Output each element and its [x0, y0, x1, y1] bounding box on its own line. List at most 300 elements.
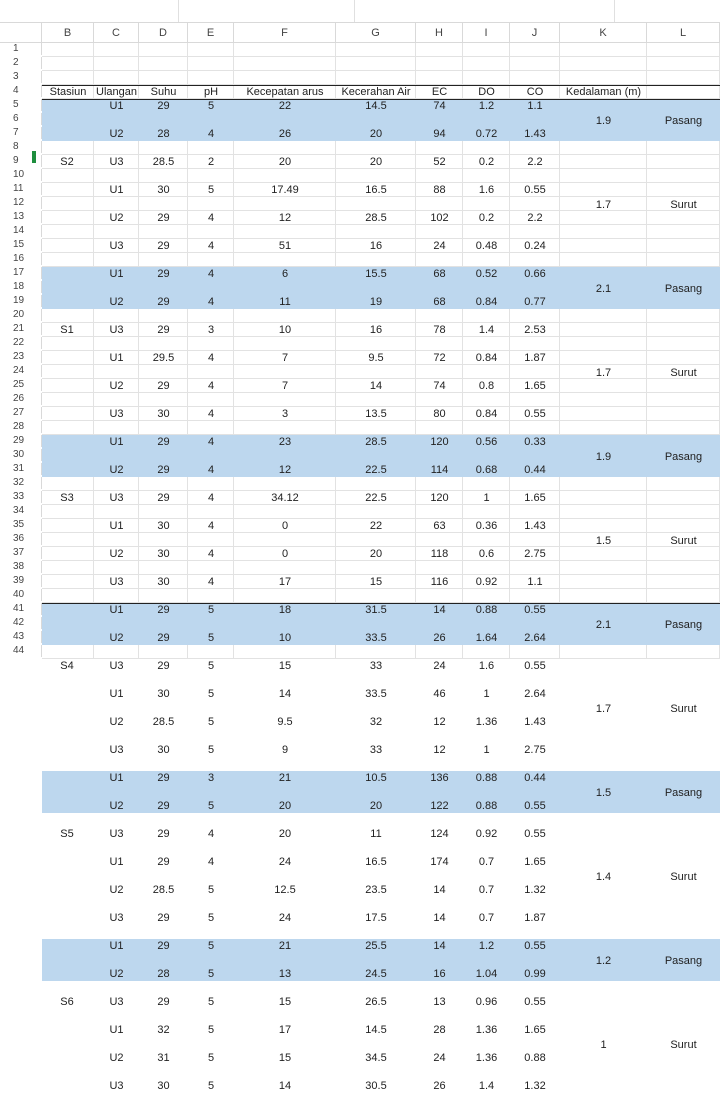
grid-cell[interactable] — [416, 309, 463, 323]
grid-cell[interactable] — [188, 589, 234, 603]
cell-kecepatan-arus[interactable]: 15 — [278, 660, 292, 672]
cell-kecepatan-arus[interactable]: 21 — [278, 940, 292, 952]
grid-cell[interactable] — [463, 505, 510, 519]
grid-cell[interactable] — [560, 155, 647, 169]
cell-kecerahan-air[interactable]: 17.5 — [365, 912, 387, 924]
cell-ulangan[interactable]: U2 — [109, 548, 124, 560]
grid-cell[interactable] — [234, 141, 336, 155]
cell-kecepatan-arus[interactable]: 24 — [278, 856, 292, 868]
depth-value[interactable]: 1.9 — [595, 115, 612, 127]
cell-co[interactable]: 2.64 — [524, 688, 546, 700]
cell-ec[interactable]: 116 — [430, 576, 449, 588]
cell-suhu[interactable]: 30 — [157, 520, 170, 532]
cell-kecepatan-arus[interactable]: 15 — [278, 1052, 292, 1064]
row-header[interactable]: 38 — [0, 561, 42, 573]
cell-ulangan[interactable]: U2 — [109, 128, 124, 140]
grid-cell[interactable] — [42, 519, 94, 533]
grid-cell[interactable] — [139, 589, 188, 603]
grid-cell[interactable] — [94, 365, 139, 379]
grid-cell[interactable] — [336, 253, 416, 267]
grid-cell[interactable] — [188, 253, 234, 267]
grid-cell[interactable] — [42, 57, 94, 71]
cell-ph[interactable]: 5 — [207, 100, 215, 112]
grid-cell[interactable] — [647, 71, 720, 85]
grid-cell[interactable] — [42, 197, 94, 211]
cell-kecerahan-air[interactable]: 15.5 — [365, 268, 387, 280]
grid-cell[interactable] — [336, 505, 416, 519]
column-header-j[interactable]: J — [510, 23, 560, 43]
grid-cell[interactable] — [647, 309, 720, 323]
grid-cell[interactable] — [463, 141, 510, 155]
cell-kecerahan-air[interactable]: 33.5 — [365, 688, 387, 700]
grid-cell[interactable] — [336, 393, 416, 407]
grid-cell[interactable] — [42, 239, 94, 253]
cell-do[interactable]: 0.36 — [475, 520, 498, 532]
grid-cell[interactable] — [560, 43, 647, 57]
cell-suhu[interactable]: 28 — [157, 968, 170, 980]
grid-cell[interactable] — [510, 337, 560, 351]
cell-co[interactable]: 1.87 — [524, 912, 546, 924]
grid-cell[interactable] — [234, 57, 336, 71]
grid-cell[interactable] — [416, 141, 463, 155]
cell-kecerahan-air[interactable]: 33 — [369, 660, 383, 672]
row-header[interactable]: 32 — [0, 477, 42, 489]
grid-cell[interactable] — [188, 337, 234, 351]
column-header-b[interactable]: B — [42, 23, 94, 43]
grid-cell[interactable] — [336, 225, 416, 239]
row-header[interactable]: 30 — [0, 449, 42, 461]
grid-cell[interactable] — [234, 421, 336, 435]
cell-do[interactable]: 0.8 — [478, 380, 495, 392]
cell-do[interactable]: 0.92 — [475, 828, 498, 840]
cell-suhu[interactable]: 32 — [157, 1024, 170, 1036]
cell-kecerahan-air[interactable]: 23.5 — [365, 884, 387, 896]
grid-cell[interactable] — [463, 309, 510, 323]
grid-cell[interactable] — [560, 491, 647, 505]
grid-cell[interactable] — [647, 253, 720, 267]
grid-cell[interactable] — [188, 533, 234, 547]
cell-ec[interactable]: 74 — [433, 100, 446, 112]
grid-cell[interactable] — [416, 589, 463, 603]
column-header-i[interactable]: I — [463, 23, 510, 43]
grid-cell[interactable] — [560, 519, 647, 533]
row-header[interactable]: 1 — [0, 43, 42, 55]
grid-cell[interactable] — [560, 141, 647, 155]
cell-ec[interactable]: 68 — [433, 268, 446, 280]
grid-cell[interactable] — [94, 169, 139, 183]
grid-cell[interactable] — [139, 561, 188, 575]
cell-co[interactable]: 0.44 — [524, 464, 546, 476]
grid-cell[interactable] — [463, 43, 510, 57]
grid-cell[interactable] — [416, 43, 463, 57]
grid-cell[interactable] — [560, 421, 647, 435]
grid-cell[interactable] — [510, 197, 560, 211]
grid-cell[interactable] — [647, 337, 720, 351]
grid-cell[interactable] — [510, 589, 560, 603]
cell-kecepatan-arus[interactable]: 6 — [281, 268, 289, 280]
grid-cell[interactable] — [139, 43, 188, 57]
grid-cell[interactable] — [463, 533, 510, 547]
row-header[interactable]: 44 — [0, 645, 42, 657]
grid-cell[interactable] — [42, 365, 94, 379]
grid-cell[interactable] — [42, 183, 94, 197]
cell-suhu[interactable]: 29 — [157, 492, 170, 504]
grid-cell[interactable] — [560, 225, 647, 239]
grid-cell[interactable] — [42, 575, 94, 589]
row-header[interactable]: 8 — [0, 141, 42, 153]
cell-kecerahan-air[interactable]: 33 — [369, 744, 383, 756]
row-header[interactable]: 12 — [0, 197, 42, 209]
cell-ph[interactable]: 4 — [207, 296, 215, 308]
cell-kecepatan-arus[interactable]: 17 — [278, 1024, 292, 1036]
cell-ulangan[interactable]: U2 — [109, 968, 124, 980]
cell-co[interactable]: 2.64 — [524, 632, 546, 644]
cell-co[interactable]: 1.43 — [524, 520, 546, 532]
depth-value[interactable]: 1.5 — [595, 535, 612, 547]
cell-co[interactable]: 0.99 — [524, 968, 546, 980]
grid-cell[interactable] — [94, 71, 139, 85]
grid-cell[interactable] — [42, 407, 94, 421]
grid-cell[interactable] — [647, 183, 720, 197]
cell-suhu[interactable]: 29 — [157, 660, 170, 672]
grid-cell[interactable] — [42, 547, 94, 561]
cell-suhu[interactable]: 30 — [157, 548, 170, 560]
row-header[interactable]: 19 — [0, 295, 42, 307]
cell-kecepatan-arus[interactable]: 7 — [281, 352, 289, 364]
grid-cell[interactable] — [510, 169, 560, 183]
cell-ph[interactable]: 5 — [207, 1024, 215, 1036]
cell-ulangan[interactable]: U2 — [109, 212, 124, 224]
grid-cell[interactable] — [234, 393, 336, 407]
grid-cell[interactable] — [647, 477, 720, 491]
cell-co[interactable]: 0.55 — [524, 408, 546, 420]
cell-ec[interactable]: 12 — [433, 744, 446, 756]
grid-cell[interactable] — [463, 197, 510, 211]
grid-cell[interactable] — [188, 393, 234, 407]
grid-cell[interactable] — [463, 421, 510, 435]
cell-ulangan[interactable]: U1 — [109, 1024, 124, 1036]
cell-ec[interactable]: 26 — [433, 632, 446, 644]
grid-cell[interactable] — [560, 323, 647, 337]
row-header[interactable]: 26 — [0, 393, 42, 405]
cell-kecerahan-air[interactable]: 16 — [369, 240, 383, 252]
cell-ulangan[interactable]: U1 — [109, 772, 124, 784]
row-header[interactable]: 36 — [0, 533, 42, 545]
cell-do[interactable]: 1.36 — [475, 1052, 498, 1064]
grid-cell[interactable] — [42, 141, 94, 155]
grid-cell[interactable] — [188, 141, 234, 155]
cell-kecepatan-arus[interactable]: 23 — [278, 436, 292, 448]
cell-suhu[interactable]: 29 — [157, 632, 170, 644]
cell-suhu[interactable]: 29 — [157, 100, 170, 112]
cell-kecerahan-air[interactable]: 34.5 — [365, 1052, 387, 1064]
tide-label[interactable]: Pasang — [664, 451, 703, 463]
grid-cell[interactable] — [42, 211, 94, 225]
grid-cell[interactable] — [234, 225, 336, 239]
cell-kecepatan-arus[interactable]: 0 — [281, 548, 289, 560]
cell-co[interactable]: 2.2 — [527, 156, 543, 168]
cell-kecepatan-arus[interactable]: 20 — [278, 800, 292, 812]
grid-cell[interactable] — [139, 169, 188, 183]
grid-cell[interactable] — [647, 57, 720, 71]
cell-ec[interactable]: 24 — [433, 240, 446, 252]
cell-ec[interactable]: 63 — [433, 520, 446, 532]
grid-cell[interactable] — [647, 645, 720, 659]
grid-cell[interactable] — [416, 533, 463, 547]
cell-do[interactable]: 1.4 — [478, 324, 495, 336]
cell-kecerahan-air[interactable]: 30.5 — [365, 1080, 387, 1092]
cell-suhu[interactable]: 31 — [157, 1052, 170, 1064]
cell-suhu[interactable]: 29 — [157, 296, 170, 308]
grid-cell[interactable] — [510, 253, 560, 267]
grid-cell[interactable] — [188, 645, 234, 659]
grid-cell[interactable] — [188, 225, 234, 239]
grid-cell[interactable] — [416, 645, 463, 659]
grid-cell[interactable] — [336, 533, 416, 547]
row-header[interactable]: 41 — [0, 603, 42, 615]
row-header[interactable]: 3 — [0, 71, 42, 83]
grid-cell[interactable] — [188, 43, 234, 57]
cell-ulangan[interactable]: U1 — [109, 856, 124, 868]
cell-kecepatan-arus[interactable]: 9 — [281, 744, 289, 756]
cell-do[interactable]: 1.6 — [478, 184, 495, 196]
cell-suhu[interactable]: 29 — [157, 604, 170, 616]
cell-ec[interactable]: 24 — [433, 660, 446, 672]
grid-cell[interactable] — [560, 645, 647, 659]
grid-cell[interactable] — [94, 57, 139, 71]
row-header[interactable]: 11 — [0, 183, 42, 195]
grid-cell[interactable] — [42, 589, 94, 603]
cell-ec[interactable]: 78 — [433, 324, 446, 336]
cell-kecepatan-arus[interactable]: 17.49 — [271, 184, 299, 196]
cell-kecerahan-air[interactable]: 31.5 — [365, 604, 387, 616]
grid-cell[interactable] — [42, 253, 94, 267]
cell-do[interactable]: 1 — [483, 688, 490, 700]
grid-cell[interactable] — [42, 421, 94, 435]
cell-kecepatan-arus[interactable]: 24 — [278, 912, 292, 924]
cell-ec[interactable]: 114 — [430, 464, 449, 476]
grid-cell[interactable] — [647, 239, 720, 253]
grid-cell[interactable] — [416, 421, 463, 435]
cell-kecepatan-arus[interactable]: 51 — [278, 240, 292, 252]
cell-ec[interactable]: 52 — [433, 156, 446, 168]
cell-ec[interactable]: 14 — [433, 884, 446, 896]
cell-ph[interactable]: 4 — [207, 576, 215, 588]
cell-ulangan[interactable]: U2 — [109, 464, 124, 476]
cell-co[interactable]: 0.66 — [524, 268, 546, 280]
select-all-corner[interactable] — [0, 23, 42, 43]
cell-do[interactable]: 0.84 — [475, 296, 498, 308]
grid-cell[interactable] — [463, 57, 510, 71]
grid-cell[interactable] — [463, 365, 510, 379]
grid-cell[interactable] — [560, 393, 647, 407]
grid-cell[interactable] — [336, 71, 416, 85]
cell-co[interactable]: 0.77 — [524, 296, 546, 308]
cell-kecerahan-air[interactable]: 26.5 — [365, 996, 387, 1008]
grid-cell[interactable] — [336, 365, 416, 379]
grid-cell[interactable] — [647, 519, 720, 533]
grid-cell[interactable] — [647, 491, 720, 505]
cell-kecerahan-air[interactable]: 28.5 — [365, 212, 387, 224]
row-header[interactable]: 31 — [0, 463, 42, 475]
grid-cell[interactable] — [42, 393, 94, 407]
cell-ulangan[interactable]: U2 — [109, 716, 124, 728]
grid-cell[interactable] — [234, 561, 336, 575]
cell-ph[interactable]: 4 — [207, 856, 215, 868]
cell-suhu[interactable]: 28 — [157, 128, 170, 140]
grid-cell[interactable] — [234, 365, 336, 379]
cell-kecepatan-arus[interactable]: 13 — [278, 968, 292, 980]
grid-cell[interactable] — [647, 225, 720, 239]
cell-ulangan[interactable]: U2 — [109, 632, 124, 644]
grid-cell[interactable] — [647, 43, 720, 57]
grid-cell[interactable] — [139, 141, 188, 155]
cell-kecerahan-air[interactable]: 9.5 — [368, 352, 384, 364]
row-header[interactable]: 42 — [0, 617, 42, 629]
grid-cell[interactable] — [560, 575, 647, 589]
cell-co[interactable]: 0.24 — [524, 240, 546, 252]
grid-cell[interactable] — [336, 169, 416, 183]
cell-ph[interactable]: 5 — [207, 604, 215, 616]
row-header[interactable]: 27 — [0, 407, 42, 419]
cell-ulangan[interactable]: U1 — [109, 268, 124, 280]
cell-ph[interactable]: 5 — [207, 940, 215, 952]
cell-ec[interactable]: 124 — [430, 828, 449, 840]
grid-cell[interactable] — [42, 351, 94, 365]
row-header[interactable]: 29 — [0, 435, 42, 447]
cell-kecerahan-air[interactable]: 24.5 — [365, 968, 387, 980]
grid-cell[interactable] — [188, 505, 234, 519]
grid-cell[interactable] — [94, 393, 139, 407]
cell-suhu[interactable]: 29.5 — [152, 352, 175, 364]
grid-cell[interactable] — [139, 225, 188, 239]
tide-label[interactable]: Pasang — [664, 787, 703, 799]
grid-cell[interactable] — [94, 477, 139, 491]
cell-co[interactable]: 1.32 — [524, 884, 546, 896]
tide-label[interactable]: Pasang — [664, 283, 703, 295]
cell-ulangan[interactable]: U2 — [109, 380, 124, 392]
grid-cell[interactable] — [510, 141, 560, 155]
grid-cell[interactable] — [336, 477, 416, 491]
grid-cell[interactable] — [42, 505, 94, 519]
cell-do[interactable]: 1.64 — [475, 632, 498, 644]
grid-cell[interactable] — [560, 547, 647, 561]
row-header[interactable]: 7 — [0, 127, 42, 139]
row-header[interactable]: 28 — [0, 421, 42, 433]
cell-do[interactable]: 1 — [483, 492, 490, 504]
cell-ph[interactable]: 4 — [207, 128, 215, 140]
cell-ulangan[interactable]: U3 — [109, 744, 124, 756]
row-header[interactable]: 39 — [0, 575, 42, 587]
cell-kecepatan-arus[interactable]: 17 — [278, 576, 292, 588]
row-header[interactable]: 22 — [0, 337, 42, 349]
grid-cell[interactable] — [463, 337, 510, 351]
grid-cell[interactable] — [416, 225, 463, 239]
cell-do[interactable]: 0.84 — [475, 408, 498, 420]
cell-ec[interactable]: 102 — [430, 212, 449, 224]
grid-cell[interactable] — [336, 197, 416, 211]
cell-kecepatan-arus[interactable]: 3 — [281, 408, 289, 420]
cell-kecerahan-air[interactable]: 16 — [369, 324, 383, 336]
grid-cell[interactable] — [94, 421, 139, 435]
cell-ec[interactable]: 74 — [433, 380, 446, 392]
cell-do[interactable]: 0.56 — [475, 436, 498, 448]
grid-cell[interactable] — [94, 589, 139, 603]
column-header-h[interactable]: H — [416, 23, 463, 43]
cell-suhu[interactable]: 29 — [157, 380, 170, 392]
cell-ec[interactable]: 174 — [430, 856, 449, 868]
cell-do[interactable]: 1.2 — [478, 100, 495, 112]
cell-ec[interactable]: 24 — [433, 1052, 446, 1064]
cell-co[interactable]: 0.55 — [524, 940, 546, 952]
cell-suhu[interactable]: 29 — [157, 772, 170, 784]
cell-ph[interactable]: 5 — [207, 884, 215, 896]
cell-do[interactable]: 0.88 — [475, 772, 498, 784]
grid-cell[interactable] — [647, 561, 720, 575]
grid-cell[interactable] — [560, 379, 647, 393]
cell-ulangan[interactable]: U3 — [109, 240, 124, 252]
tide-label[interactable]: Surut — [670, 535, 697, 547]
cell-co[interactable]: 0.55 — [524, 184, 546, 196]
grid-cell[interactable] — [139, 365, 188, 379]
column-header-d[interactable]: D — [139, 23, 188, 43]
cell-kecepatan-arus[interactable]: 11 — [279, 296, 291, 308]
cell-kecerahan-air[interactable]: 14.5 — [365, 1024, 387, 1036]
cell-kecerahan-air[interactable]: 16.5 — [365, 184, 387, 196]
cell-suhu[interactable]: 29 — [157, 828, 170, 840]
cell-ulangan[interactable]: U3 — [109, 324, 124, 336]
cell-co[interactable]: 0.33 — [524, 436, 546, 448]
row-header[interactable]: 35 — [0, 519, 42, 531]
row-header[interactable]: 2 — [0, 57, 42, 69]
row-header[interactable]: 17 — [0, 267, 42, 279]
grid-cell[interactable] — [336, 561, 416, 575]
cell-ec[interactable]: 120 — [430, 436, 449, 448]
cell-suhu[interactable]: 29 — [157, 464, 170, 476]
grid-cell[interactable] — [139, 505, 188, 519]
cell-do[interactable]: 0.2 — [478, 212, 495, 224]
cell-kecepatan-arus[interactable]: 20 — [278, 828, 292, 840]
cell-ulangan[interactable]: U2 — [109, 1052, 124, 1064]
cell-suhu[interactable]: 30 — [157, 744, 170, 756]
grid-cell[interactable] — [560, 71, 647, 85]
cell-ph[interactable]: 5 — [207, 800, 215, 812]
grid-cell[interactable] — [560, 407, 647, 421]
grid-cell[interactable] — [139, 645, 188, 659]
grid-cell[interactable] — [510, 421, 560, 435]
grid-cell[interactable] — [234, 533, 336, 547]
cell-kecepatan-arus[interactable]: 9.5 — [277, 716, 293, 728]
grid-cell[interactable] — [647, 85, 720, 99]
row-header[interactable]: 43 — [0, 631, 42, 643]
cell-ph[interactable]: 4 — [207, 212, 215, 224]
grid-cell[interactable] — [560, 239, 647, 253]
grid-cell[interactable] — [560, 253, 647, 267]
cell-do[interactable]: 0.84 — [475, 352, 498, 364]
grid-cell[interactable] — [42, 169, 94, 183]
grid-cell[interactable] — [463, 225, 510, 239]
cell-ec[interactable]: 118 — [430, 548, 449, 560]
grid-cell[interactable] — [647, 141, 720, 155]
grid-cell[interactable] — [139, 71, 188, 85]
grid-cell[interactable] — [416, 561, 463, 575]
cell-do[interactable]: 0.6 — [478, 548, 495, 560]
cell-ulangan[interactable]: U1 — [109, 688, 124, 700]
row-header[interactable]: 14 — [0, 225, 42, 237]
cell-ec[interactable]: 68 — [433, 296, 446, 308]
grid-cell[interactable] — [647, 351, 720, 365]
cell-do[interactable]: 0.7 — [478, 884, 495, 896]
